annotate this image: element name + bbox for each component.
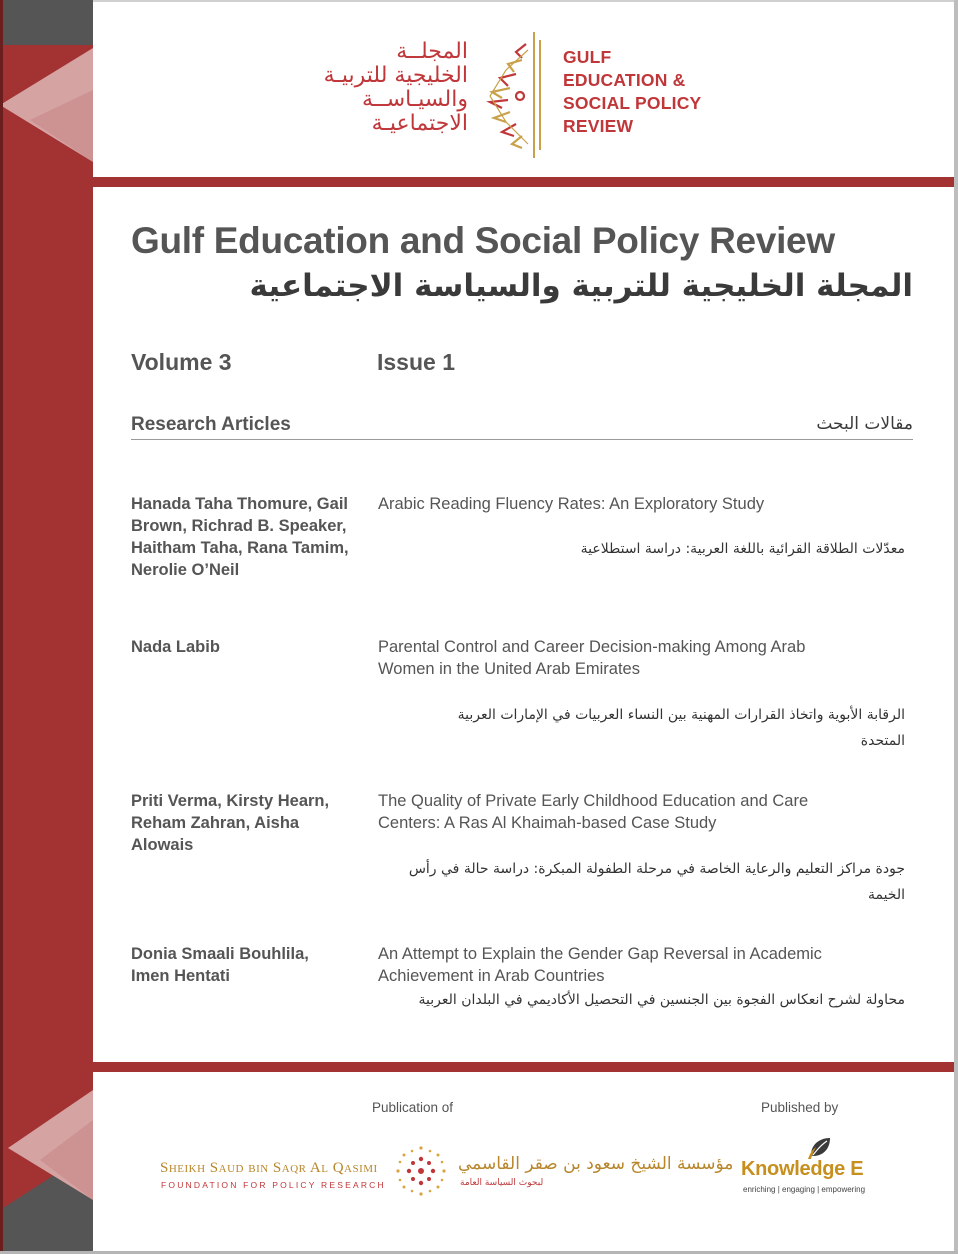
article-title-english[interactable]: Arabic Reading Fluency Rates: An Exploratory Study [378, 495, 765, 513]
article-title-english[interactable]: An Attempt to Explain the Gender Gap Reversal in Academic Achievement in Arab Countries [378, 945, 822, 985]
starburst-logo-icon [390, 1142, 452, 1200]
publisher-tagline: enriching | engaging | empowering [743, 1185, 866, 1194]
footer-red-rule [93, 1062, 954, 1072]
logo-english-line: SOCIAL POLICY [563, 93, 702, 113]
journal-title-arabic: المجلة الخليجية للتربية والسياسة الاجتماعية [249, 268, 913, 304]
article-authors: Hanada Taha Thomure, Gail Brown, Richrad B. Speaker, Haitham Taha, Rana Tamim, Nerolie O’Neil [131, 495, 349, 579]
foundation-name: Sheikh Saud bin Saqr Al Qasimi [160, 1160, 378, 1176]
logo-arabic-line: الخليجية للتربيـة [323, 63, 468, 88]
article-title-english[interactable]: Parental Control and Career Decision-making Among Arab Women in the United Arab Emirates [378, 638, 806, 678]
logo-arabic-line: الاجتماعيـة [371, 111, 468, 136]
publication-of-label: Publication of [372, 1100, 454, 1115]
foundation-subtitle: FOUNDATION FOR POLICY RESEARCH [161, 1180, 386, 1190]
right-edge-line [954, 0, 958, 1254]
top-edge-line [93, 0, 954, 2]
article-authors: Donia Smaali Bouhlila, Imen Hentati [131, 945, 309, 985]
section-heading-arabic: مقالات البحث [816, 414, 913, 434]
logo-arabic-text [310, 40, 468, 136]
arabesque-emblem-icon [476, 30, 550, 160]
issue-label: Issue 1 [377, 349, 455, 375]
publisher-name[interactable]: Knowledge E [741, 1158, 864, 1180]
article-title-arabic[interactable]: الرقابة الأبوية واتخاذ القرارات المهنية بين النساء العربيات في الإمارات العربية المتحدة [457, 707, 905, 749]
left-edge-line [0, 0, 3, 1254]
logo-english-line: REVIEW [563, 116, 634, 136]
foundation-subtitle-arabic: لبحوث السياسة العامة [460, 1178, 544, 1188]
article-title-arabic[interactable]: جودة مراكز التعليم والرعاية الخاصة في مرحلة الطفولة المبكرة: دراسة حالة في رأس الخيمة [408, 861, 905, 903]
published-by-label: Published by [761, 1100, 839, 1115]
header-red-rule [93, 177, 954, 187]
foundation-name-arabic: مؤسسة الشيخ سعود بن صقر القاسمي [458, 1154, 734, 1174]
logo-english-line: GULF [563, 47, 612, 67]
journal-title-english: Gulf Education and Social Policy Review [131, 220, 835, 261]
article-authors: Priti Verma, Kirsty Hearn, Reham Zahran, Aisha Alowais [131, 792, 330, 854]
section-heading-english: Research Articles [131, 414, 291, 435]
logo-english-line: EDUCATION & [563, 70, 686, 90]
article-title-arabic[interactable]: محاولة لشرح انعكاس الفجوة بين الجنسين في التحصيل الأكاديمي في البلدان العربية [418, 992, 905, 1008]
volume-label: Volume 3 [131, 349, 232, 375]
article-authors: Nada Labib [131, 638, 220, 656]
article-title-arabic[interactable]: معدّلات الطلاقة القرائية باللغة العربية: دراسة استطلاعية [580, 541, 905, 557]
section-divider [131, 439, 913, 440]
logo-arabic-line: والسيـاســة [362, 87, 468, 112]
article-title-english[interactable]: The Quality of Private Early Childhood Education and Care Centers: A Ras Al Khaimah-based Case Study [378, 792, 809, 832]
logo-arabic-line: المجلــة [396, 39, 468, 64]
foundation-logo[interactable] [160, 1140, 734, 1200]
logo-english-text [563, 46, 701, 138]
